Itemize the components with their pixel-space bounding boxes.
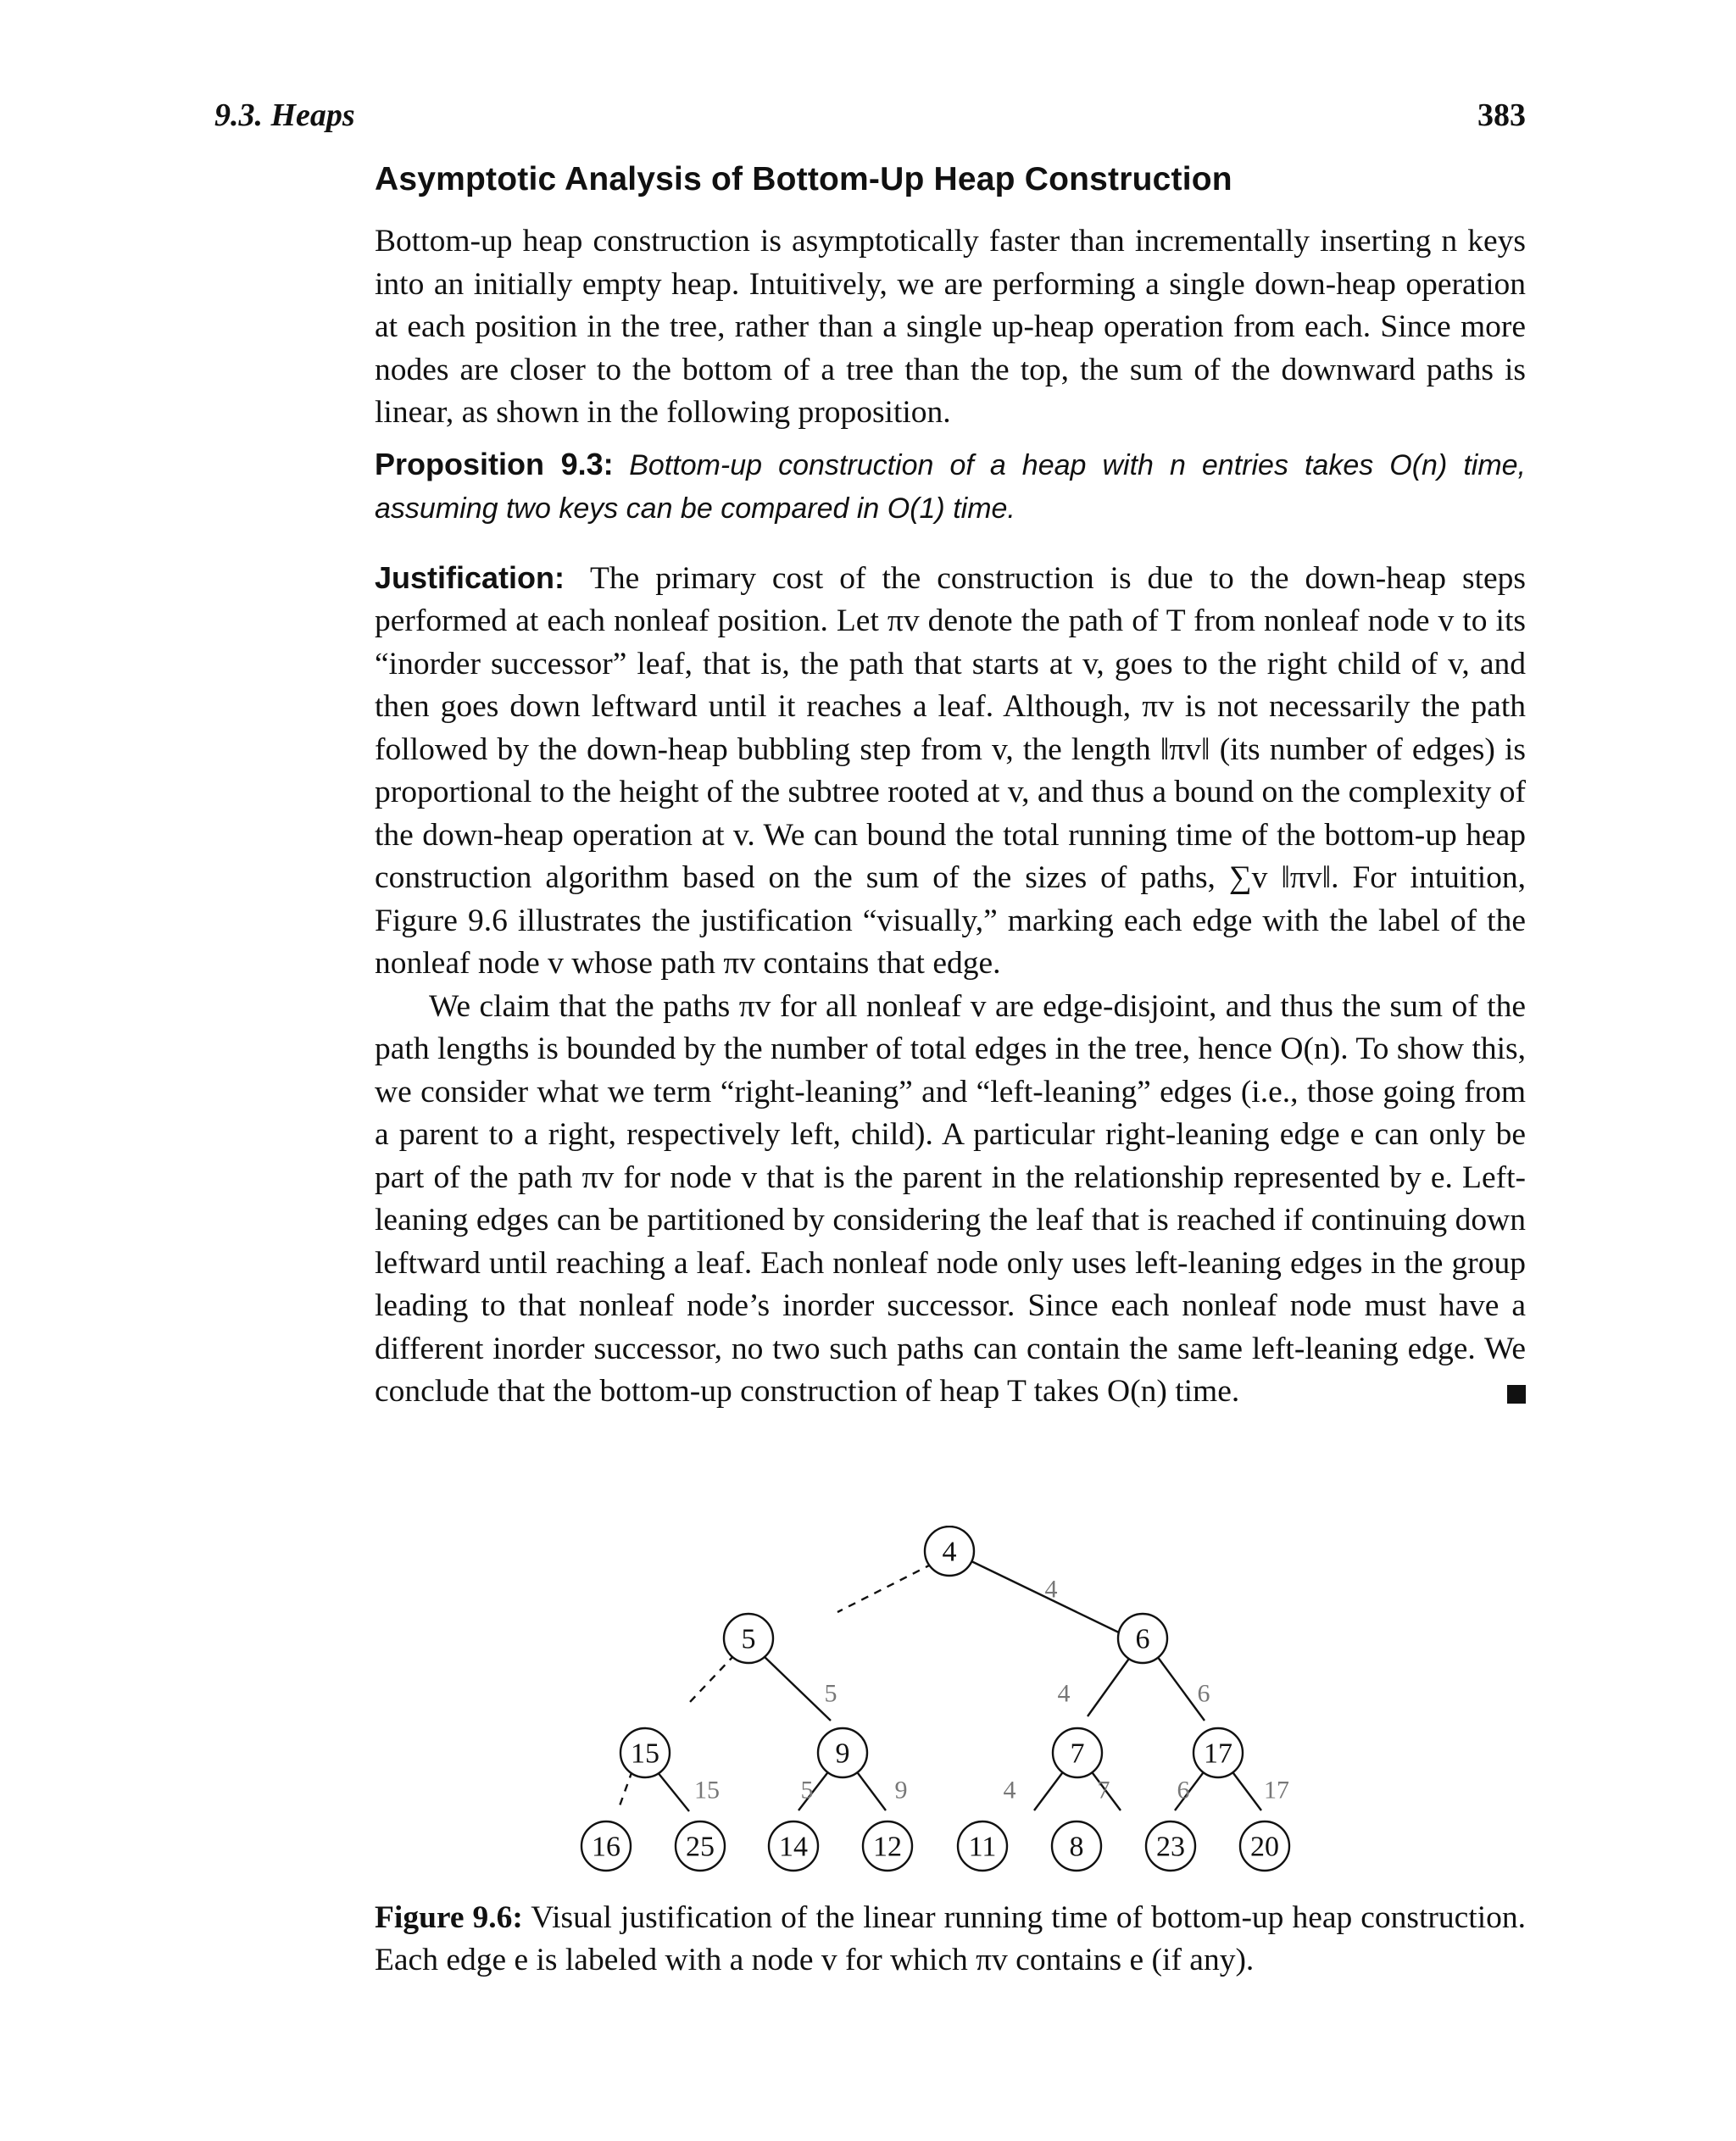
figure-caption xyxy=(375,1897,1526,1982)
edge-17-20 xyxy=(1231,1770,1261,1810)
page-number: 383 xyxy=(1477,97,1526,133)
node-label: 20 xyxy=(1250,1831,1279,1863)
node-label: 23 xyxy=(1156,1831,1185,1863)
edge-label: 5 xyxy=(800,1776,814,1805)
edge-label: 4 xyxy=(1057,1679,1071,1708)
figure-caption-label: Figure 9.6: xyxy=(375,1900,523,1935)
node-label: 15 xyxy=(631,1738,659,1770)
node-label: 25 xyxy=(686,1831,715,1863)
edge-7-11 xyxy=(1034,1770,1065,1810)
node-label: 16 xyxy=(592,1831,620,1863)
edge-15-25 xyxy=(657,1771,689,1811)
edge-label: 7 xyxy=(1097,1776,1110,1805)
proposition-text: Bottom-up construction of a heap with n entries takes O(n) time, assuming two keys can be compared in O(1) time. xyxy=(375,448,1526,525)
edge-label: 4 xyxy=(1044,1575,1058,1604)
proposition-label: Proposition 9.3: xyxy=(375,446,614,481)
edge-label: 17 xyxy=(1264,1776,1289,1805)
node-label: 17 xyxy=(1204,1738,1232,1770)
edge-5-9 xyxy=(762,1654,831,1721)
justification-paragraph-2-wrap xyxy=(375,986,1526,1414)
edge-label: 5 xyxy=(824,1679,837,1708)
node-label: 14 xyxy=(779,1831,808,1863)
running-header-section: 9.3. Heaps xyxy=(214,97,355,133)
section-title: Asymptotic Analysis of Bottom-Up Heap Construction xyxy=(375,161,1232,197)
edge-label: 4 xyxy=(1003,1776,1016,1805)
edge-label: 9 xyxy=(894,1776,908,1805)
node-label-root: 4 xyxy=(942,1536,957,1568)
node-label: 8 xyxy=(1069,1831,1084,1863)
node-label: 12 xyxy=(873,1831,902,1863)
justification-paragraph-1 xyxy=(375,557,1526,986)
figure-caption-text: Visual justification of the linear running time of bottom-up heap construction. Each edge e is labeled with a node v for which πv contains e (if any). xyxy=(375,1900,1527,1977)
main-content xyxy=(375,161,1526,1414)
node-label: 9 xyxy=(835,1738,850,1770)
edge-label: 15 xyxy=(694,1776,720,1805)
edge-label: 6 xyxy=(1197,1679,1210,1708)
justification xyxy=(375,557,1526,1414)
node-label: 11 xyxy=(968,1831,997,1863)
edge-9-12 xyxy=(855,1770,886,1810)
edge-15-16 xyxy=(618,1771,632,1810)
justification-paragraph-2: We claim that the paths πv for all nonleaf v are edge-disjoint, and thus the sum of the path lengths is bounded by the number of total edges in the tree, hence O(n). To show this, we consider what we term “right-leaning” and “left-leaning” edges (i.e., those going from a parent to a right, respectively left, child). A particular right-leaning edge e can only be part of the path πv for node v that is the parent in the relationship represented by e. Left-leaning edges can be partitioned by considering the leaf that is reached if continuing down leftward until reaching a leaf. Each nonleaf node only uses left-leaning edges in the group leading to that nonleaf node’s inorder successor. Since each nonleaf node must have a different inorder successor, no two such paths can contain the same left-leaning edge. We conclude that the bottom-up construction of heap T takes O(n) time. xyxy=(375,988,1526,1409)
edge-5-15 xyxy=(689,1654,735,1703)
justification-text-1: The primary cost of the construction is due to the down-heap steps performed at each nonleaf position. Let πv denote the path of T from nonleaf node v to its “inorder successor” leaf, that is, the path that starts at v, goes to the right child of v, and then goes down leftward until it reaches a leaf. Although, πv is not necessarily the path followed by the down-heap bubbling step from v, the length ‖πv‖ (its number of edges) is proportional to the height of the subtree rooted at v, and thus a bound on the complexity of the down-heap operation at v. We can bound the total running time of the bottom-up heap construction algorithm based on the sum of the sizes of paths, ∑v ‖πv‖. For intuition, Figure 9.6 illustrates the justification “visually,” marking each edge with the label of the nonleaf node v whose path πv contains that edge. xyxy=(375,560,1526,981)
justification-label: Justification: xyxy=(375,559,565,595)
edge-label: 6 xyxy=(1177,1776,1190,1805)
edge-6-7 xyxy=(1088,1656,1131,1716)
qed-square-icon xyxy=(1507,1385,1526,1404)
edge-4-5 xyxy=(837,1564,932,1612)
intro-paragraph: Bottom-up heap construction is asymptotically faster than incrementally inserting n keys into an initially empty heap. Intuitively, we are performing a single down-heap operation at each position in the tree, rather than a single up-heap operation from each. Since more nodes are closer to the bottom of a tree than the top, the sum of the downward paths is linear, as shown in the following proposition. xyxy=(375,224,1526,430)
heap-figure xyxy=(576,1526,1339,1890)
node-label: 5 xyxy=(741,1623,756,1655)
proposition xyxy=(375,443,1526,530)
node-label: 7 xyxy=(1070,1738,1085,1770)
node-label: 6 xyxy=(1135,1623,1150,1655)
